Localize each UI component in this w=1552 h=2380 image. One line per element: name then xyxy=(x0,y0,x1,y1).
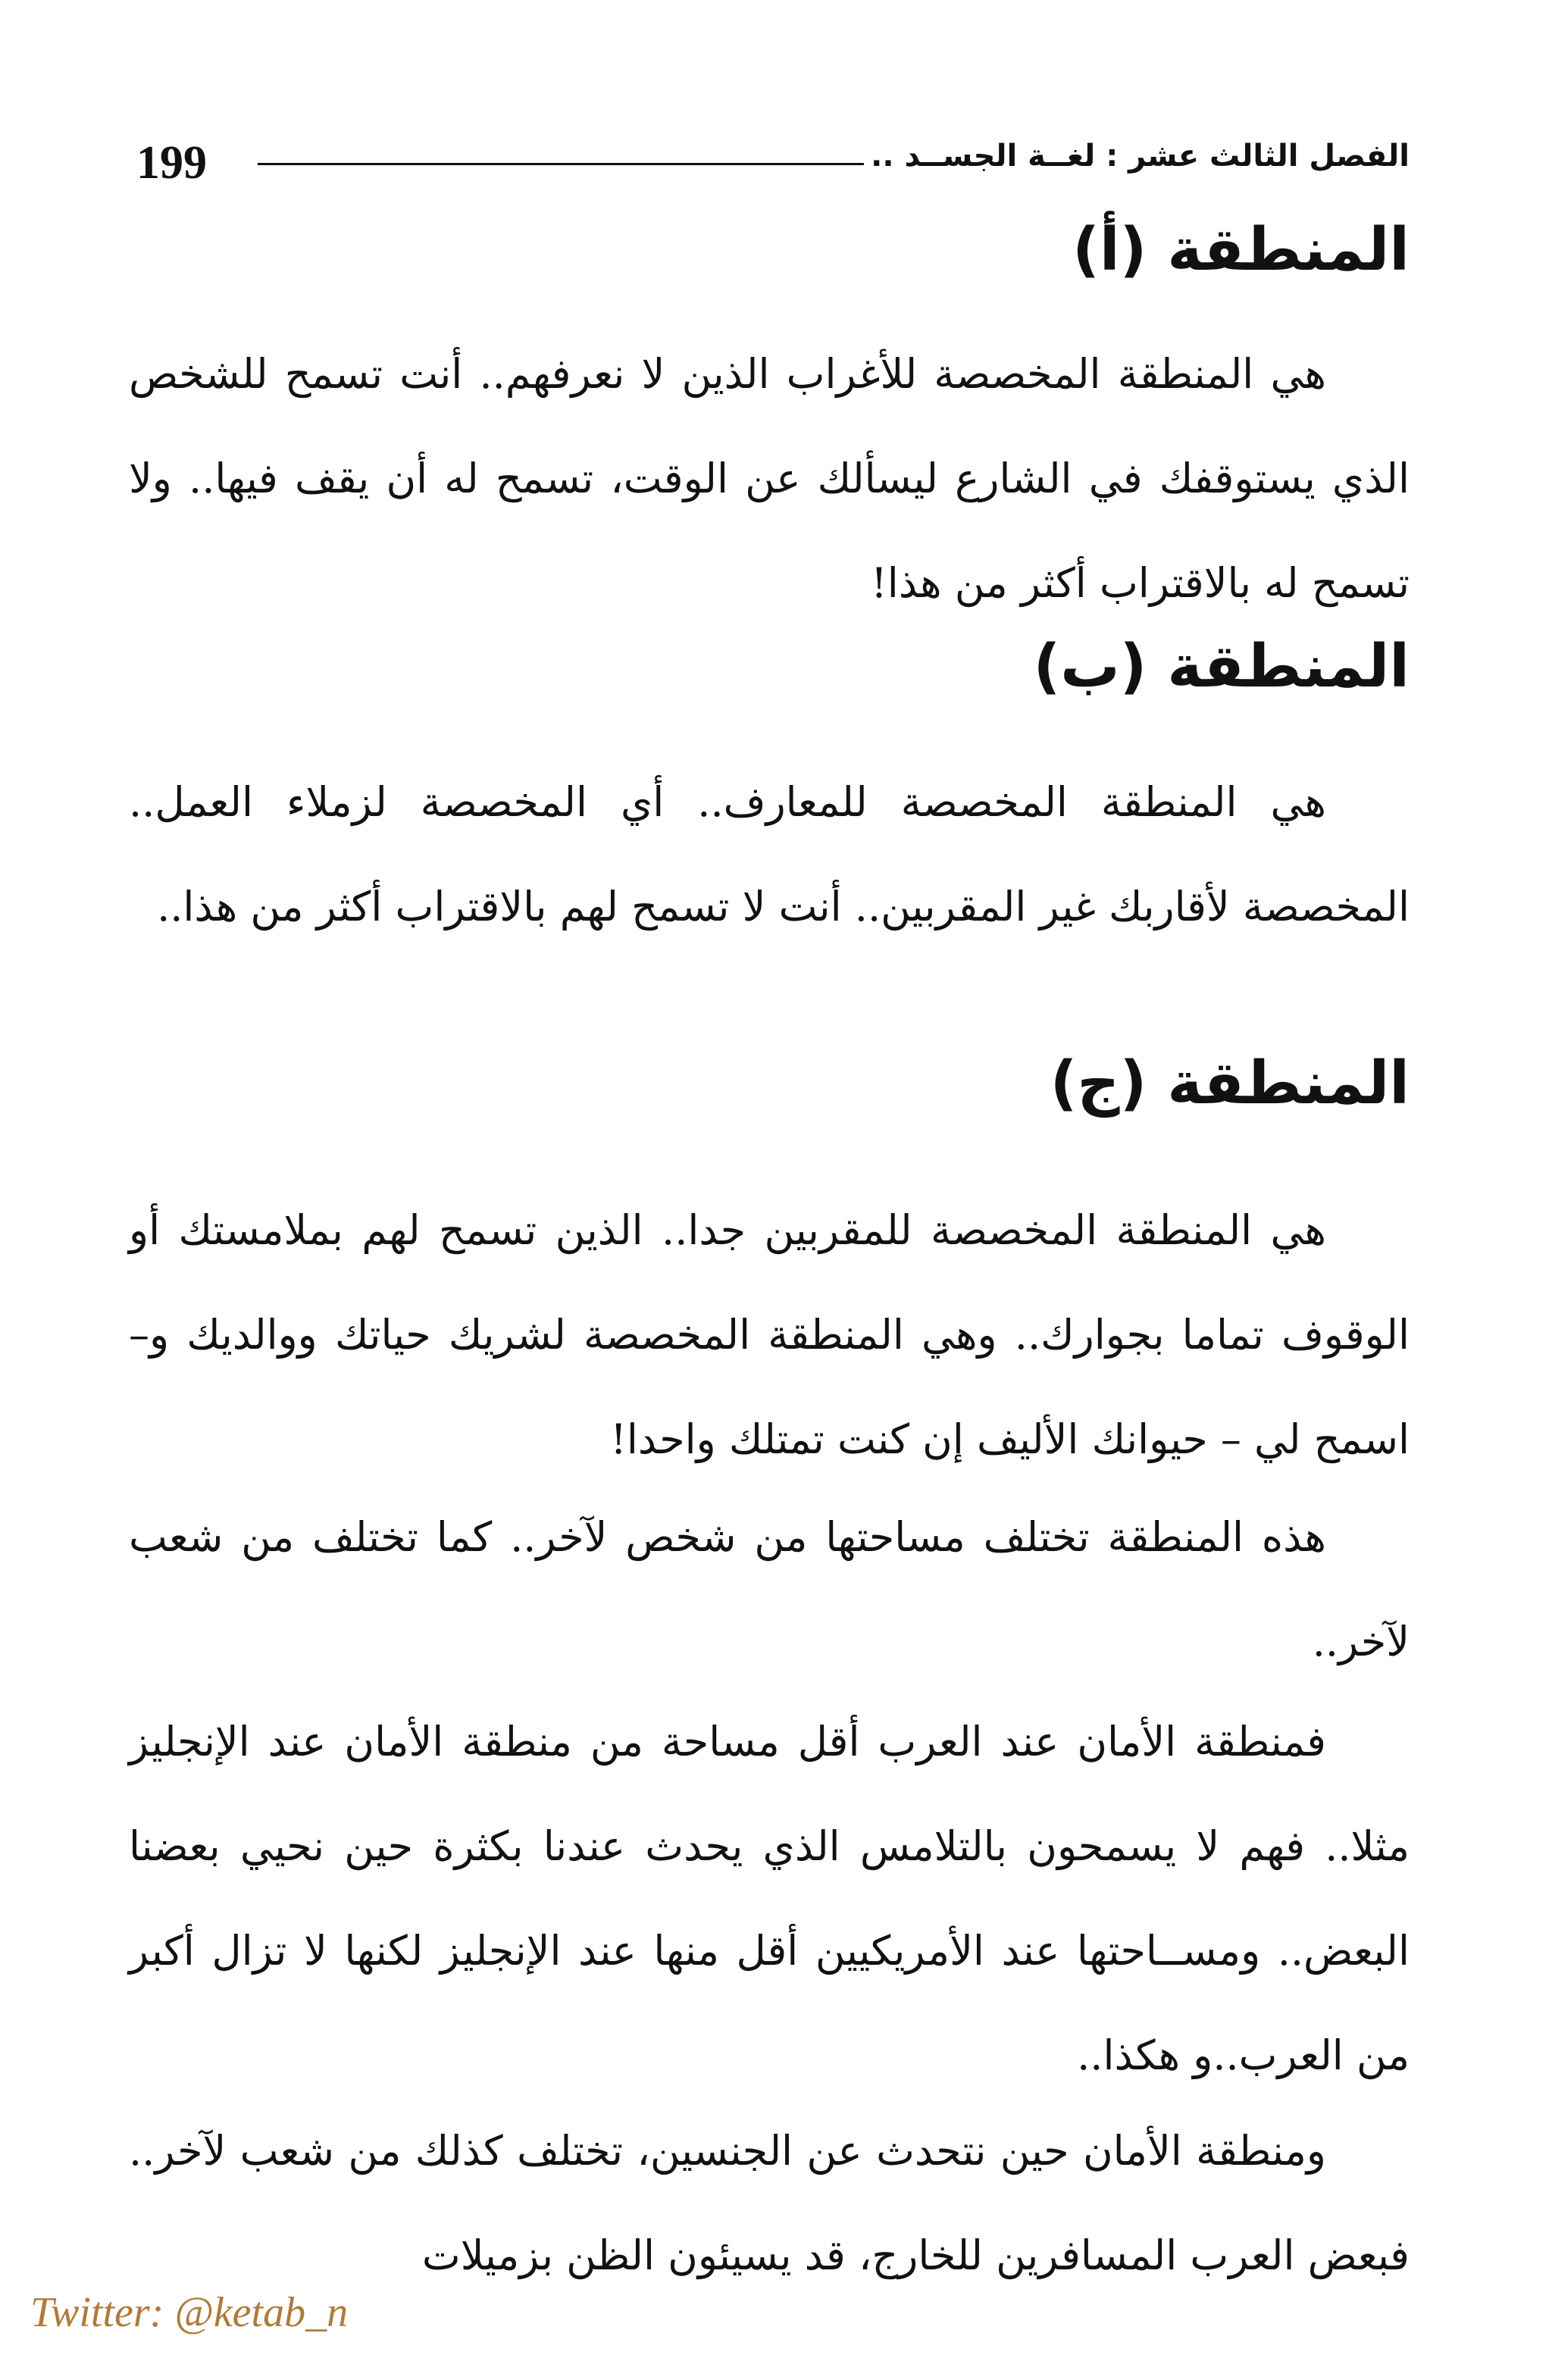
section-heading-c: المنطقة (ج) xyxy=(1050,1049,1410,1118)
running-header xyxy=(129,133,1410,193)
running-title: الفصل الثالث عشر : لغــة الجســد .. xyxy=(871,139,1410,174)
twitter-watermark: Twitter: @ketab_n xyxy=(30,2289,349,2336)
section-heading-a: المنطقة (أ) xyxy=(1072,216,1410,284)
section-heading-b: المنطقة (ب) xyxy=(1033,633,1410,701)
header-rule xyxy=(258,163,864,165)
paragraph-zone-c: هي المنطقة المخصصة للمقربين جدا.. الذين تسمح لهم بملامستك أو الوقوف تماما بجوارك.. وهي المنطقة المخصصة لشريك حياتك ووالديك و– اسمح لي – حيوانك الأليف إن كنت تمتلك واحدا! xyxy=(129,1206,1410,1463)
paragraph-genders: ومنطقة الأمان حين نتحدث عن الجنسين، تختلف كذلك من شعب لآخر.. فبعض العرب المسافرين للخارج، قد يسيئون الظن بزميلات xyxy=(129,2127,1410,2279)
paragraph-zone-b: هي المنطقة المخصصة للمعارف.. أي المخصصة لزملاء العمل.. المخصصة لأقاربك غير المقربين.. أنت لا تسمح لهم بالاقتراب أكثر من هذا.. xyxy=(129,778,1410,930)
page-number: 199 xyxy=(136,137,207,189)
paragraph-zone-a: هي المنطقة المخصصة للأغراب الذين لا نعرفهم.. أنت تسمح للشخص الذي يستوقفك في الشارع ليسألك عن الوقت، تسمح له أن يقف فيها.. ولا تسمح له بالاقتراب أكثر من هذا! xyxy=(129,350,1410,607)
paragraph-variation: هذه المنطقة تختلف مساحتها من شخص لآخر.. كما تختلف من شعب لآخر.. xyxy=(129,1513,1410,1665)
paragraph-arabs-english: فمنطقة الأمان عند العرب أقل مساحة من منطقة الأمان عند الإنجليز مثلا.. فهم لا يسمحون بالتلامس الذي يحدث عندنا بكثرة حين نحيي بعضنا البعض.. ومســاحتها عند الأمريكيين أقل منها عند الإنجليز لكنها لا تزال أكبر من العرب..و هكذا.. xyxy=(129,1718,1410,2079)
